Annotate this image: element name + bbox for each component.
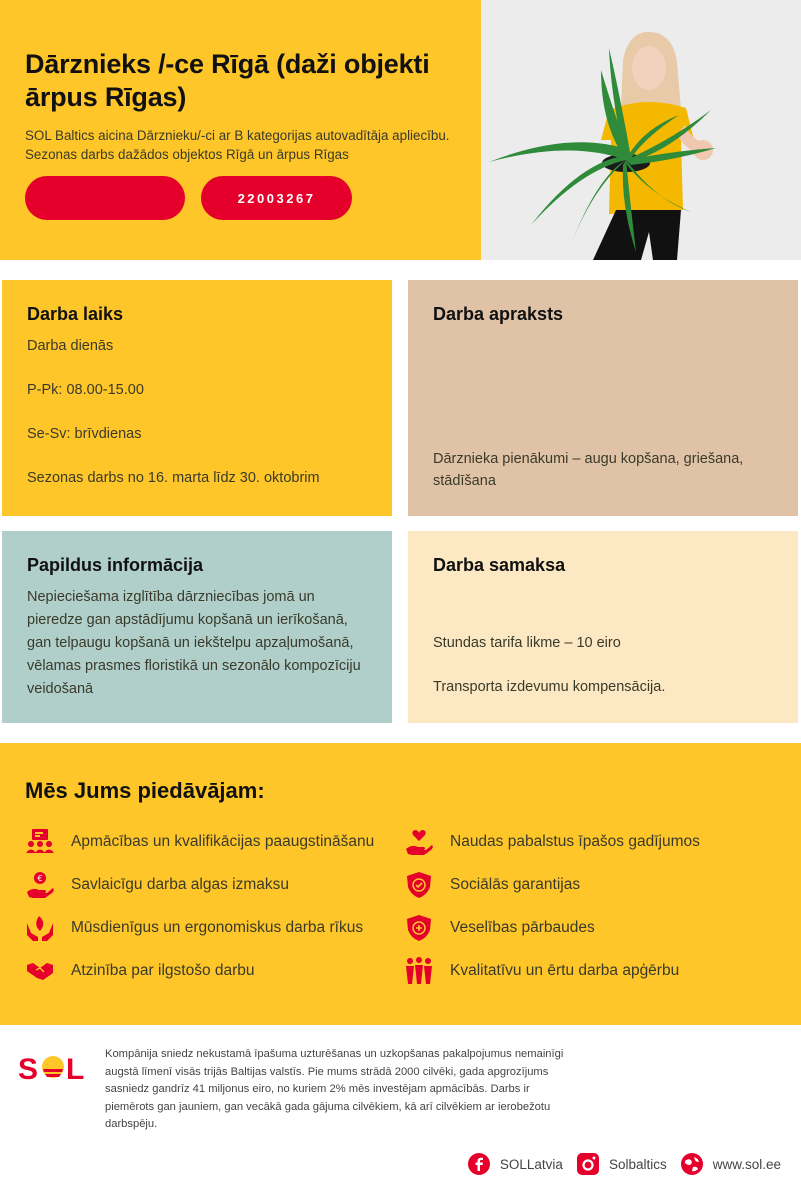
card-salary bbox=[408, 531, 798, 723]
people-icon bbox=[404, 956, 434, 986]
facebook-link[interactable] bbox=[468, 1153, 563, 1175]
card-extra-info bbox=[2, 531, 392, 723]
photo-woman-with-plant bbox=[481, 0, 801, 260]
card-work-time bbox=[2, 280, 392, 516]
work-time-line: P-Pk: 08.00-15.00 bbox=[27, 382, 144, 398]
social-label: Solbaltics bbox=[608, 1156, 667, 1172]
benefits-title: Mēs Jums piedāvājam: bbox=[25, 778, 265, 803]
hero-buttons bbox=[25, 176, 352, 220]
benefit-item bbox=[404, 870, 580, 900]
sol-logo bbox=[18, 1049, 90, 1090]
salary-lines bbox=[433, 632, 665, 720]
card-title: Darba samaksa bbox=[433, 555, 566, 575]
card-title: Papildus informācija bbox=[27, 555, 204, 575]
work-time-line: Darba dienās bbox=[27, 338, 114, 354]
benefit-item bbox=[25, 956, 255, 986]
job-description-text: Dārznieka pienākumi – augu kopšana, griešana, stādīšana bbox=[433, 451, 744, 489]
plant-hands-icon bbox=[25, 913, 55, 943]
benefit-label: Apmācības un kvalifikācijas paaugstināšanu bbox=[71, 833, 375, 850]
heart-hand-icon bbox=[404, 827, 434, 857]
page-title: Dārznieks /-ce Rīgā (daži objekti ārpus Rīgas) bbox=[25, 49, 430, 112]
work-time-line: Sezonas darbs no 16. marta līdz 30. oktobrim bbox=[27, 470, 320, 486]
social-label: SOLLatvia bbox=[499, 1156, 563, 1172]
training-icon bbox=[25, 827, 55, 857]
benefit-label: Atzinība par ilgstošo darbu bbox=[71, 962, 255, 979]
benefit-label: Savlaicīgu darba algas izmaksu bbox=[71, 876, 289, 893]
salary-hand-icon bbox=[25, 870, 55, 900]
svg-text:L: L bbox=[66, 1053, 85, 1085]
benefit-item bbox=[25, 913, 363, 943]
social-label: www.sol.ee bbox=[712, 1156, 781, 1172]
benefit-item bbox=[25, 870, 289, 900]
svg-text:S: S bbox=[18, 1053, 39, 1085]
website-link[interactable] bbox=[681, 1153, 781, 1175]
facebook-icon bbox=[468, 1153, 490, 1175]
card-title: Darba apraksts bbox=[433, 304, 564, 324]
company-description: Kompānija sniedz nekustamā īpašuma uzturēšanas un uzkopšanas pakalpojumus nemainīgi augstā līmenī visās trijās Baltijas valstīs. Pie mums strādā 2000 cilvēki, gada apgrozījums sasniedz gandrīz 41 miljonus eiro, no kuriem 2% mēs investējam apmācībās. Darbs ir piemērots gan jauniem, gan vecākā gada gājuma cilvēkiem, kā arī cilvēkiem ar ierobežotu darbspēju. bbox=[105, 1048, 564, 1130]
instagram-link[interactable] bbox=[577, 1153, 667, 1175]
svg-text:€: € bbox=[37, 874, 43, 883]
benefit-label: Kvalitatīvu un ērtu darba apģērbu bbox=[450, 962, 680, 979]
benefit-label: Sociālās garantijas bbox=[450, 876, 581, 893]
shield-plus-icon bbox=[404, 913, 434, 943]
hero-subtitle: SOL Baltics aicina Dārznieku/-ci ar B kategorijas autovadītāja apliecību. Sezonas darbs dažādos objektos Rīgā un ārpus Rīgas bbox=[25, 128, 450, 162]
card-job-description bbox=[408, 280, 798, 516]
benefit-label: Veselības pārbaudes bbox=[450, 919, 595, 936]
instagram-icon bbox=[577, 1153, 599, 1175]
hero-banner bbox=[0, 0, 801, 260]
hero-text bbox=[25, 48, 475, 164]
phone-button[interactable]: 22003267 bbox=[201, 176, 352, 220]
benefit-item bbox=[25, 827, 374, 857]
salary-line: Stundas tarifa likme – 10 eiro bbox=[433, 635, 621, 651]
benefit-label: Naudas pabalstus īpašos gadījumos bbox=[450, 833, 700, 850]
benefit-item bbox=[404, 913, 595, 943]
benefit-item bbox=[404, 827, 700, 857]
benefit-label: Mūsdienīgus un ergonomiskus darba rīkus bbox=[71, 919, 364, 936]
handshake-icon bbox=[25, 956, 55, 986]
card-title: Darba laiks bbox=[27, 304, 124, 324]
work-time-line: Se-Sv: brīvdienas bbox=[27, 426, 142, 442]
globe-icon bbox=[681, 1153, 703, 1175]
social-links bbox=[454, 1153, 781, 1175]
shield-check-icon bbox=[404, 870, 434, 900]
extra-info-text: Nepieciešama izglītība dārzniecības jomā un pieredze gan apstādījumu kopšanā un ierīkošanā, gan telpaugu kopšanā un iekštelpu apzaļumošanā, vēlamas prasmes floristikā un sezonālo kompozīciju veidošanā bbox=[27, 589, 361, 697]
apply-button[interactable] bbox=[25, 176, 185, 220]
salary-line: Transporta izdevumu kompensācija. bbox=[433, 679, 666, 695]
benefit-item bbox=[404, 956, 679, 986]
hero-photo bbox=[481, 0, 801, 260]
benefits-section bbox=[0, 743, 801, 1025]
